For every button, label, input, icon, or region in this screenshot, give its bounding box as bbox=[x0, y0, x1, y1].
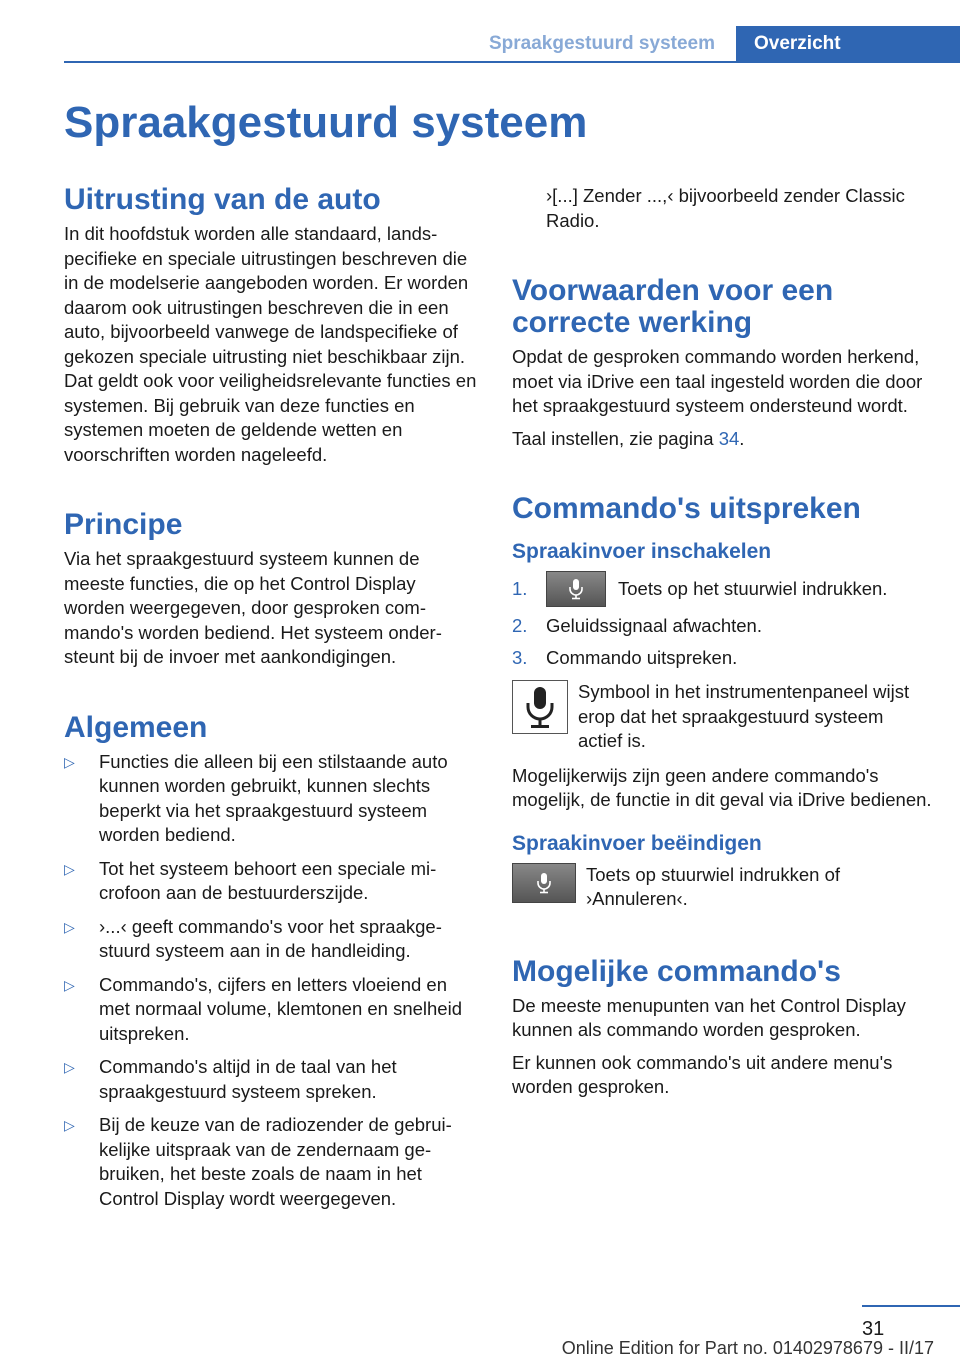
paragraph-taal: Taal instellen, zie pagina 34. bbox=[512, 427, 745, 449]
heading-mogelijke: Mogelijke commando's bbox=[512, 954, 841, 988]
triangle-bullet-icon: ▷ bbox=[64, 753, 75, 770]
algemeen-list bbox=[64, 750, 477, 1212]
heading-voorwaarden: Voorwaarden voor een correcte werking bbox=[512, 274, 834, 339]
paragraph-andere-menus: Er kunnen ook commando's uit andere menu's worden gesproken. bbox=[512, 1051, 893, 1097]
list-item: ▷ ›...‹ geeft commando's voor het spraakgestuurd systeem aan in de handleiding. bbox=[64, 915, 442, 961]
list-item: ▷ Functies die alleen bij een stilstaande auto kunnen worden gebruikt, kunnen slechts beperkt via het spraakgestuurd systeem worden bediend. bbox=[64, 750, 448, 845]
steps-list bbox=[512, 571, 932, 670]
paragraph-continuation: ›[...] Zender ...,‹ bijvoorbeeld zender Classic Radio. bbox=[546, 185, 905, 231]
microphone-button-icon bbox=[512, 863, 576, 903]
step-number: 3. bbox=[512, 646, 528, 668]
heading-inschakelen: Spraakinvoer inschakelen bbox=[512, 540, 772, 563]
list-item: 3. Commando uitspreken. bbox=[512, 646, 932, 671]
step-number: 1. bbox=[512, 577, 528, 599]
paragraph-uitrusting: In dit hoofdstuk worden alle standaard, landspecifieke en speciale uitrustingen beschreven die in de modelserie aangeboden worden. Er worden daarom ook uitrustingen beschreven die in een auto, bijvoorbeeld vanwege de landspecifieke of gekozen speciale uitrusting niet beschikbaar zijn. Dat geldt ook voor veiligheidsrelevante functies en systemen. Bij gebruik van deze functies en systemen moeten de geldende wetten en voorschriften worden nageleefd. bbox=[64, 223, 477, 465]
heading-principe: Principe bbox=[64, 508, 183, 541]
footer-edition: Online Edition for Part no. 01402978679 - II/17 bbox=[561, 1338, 934, 1358]
footer-rule bbox=[862, 1305, 960, 1307]
triangle-bullet-icon: ▷ bbox=[64, 918, 75, 935]
left-column bbox=[64, 184, 477, 1220]
list-item: 1. Toets op het stuurwiel indrukken. bbox=[512, 571, 932, 607]
header-tab-overzicht[interactable]: Overzicht bbox=[736, 26, 960, 62]
microphone-symbol-icon bbox=[512, 680, 568, 734]
triangle-bullet-icon: ▷ bbox=[64, 976, 75, 993]
paragraph-voorwaarden: Opdat de gesproken commando worden herkend, moet via iDrive een taal ingesteld worden die door het spraakgestuurd systeem ondersteund wordt. bbox=[512, 346, 923, 416]
paragraph-mogelijkerwijs: Mogelijkerwijs zijn geen andere commando's mogelijk, de functie in dit geval via iDrive bedienen. bbox=[512, 764, 932, 810]
page-number: 31 bbox=[862, 1318, 885, 1340]
page-title: Spraakgestuurd systeem bbox=[64, 98, 588, 147]
heading-uitrusting: Uitrusting van de auto bbox=[64, 183, 381, 216]
right-column bbox=[512, 184, 932, 1108]
paragraph-menupunten: De meeste menupunten van het Control Display kunnen als commando worden gesproken. bbox=[512, 994, 906, 1040]
list-item: ▷ Bij de keuze van de radiozender de gebruikelijke uitspraak van de zendernaam gebruiken, het beste zoals de naam in het Control Display wordt weergegeven. bbox=[64, 1114, 452, 1209]
list-item: 2. Geluidssignaal afwachten. bbox=[512, 614, 932, 639]
triangle-bullet-icon: ▷ bbox=[64, 1117, 75, 1133]
symbol-note-row: Symbool in het instrumentenpaneel wijst erop dat het spraakgestuurd systeem actief is. bbox=[512, 680, 932, 754]
step-number: 2. bbox=[512, 615, 528, 636]
list-item: ▷ Commando's altijd in de taal van het spraakgestuurd systeem spreken. bbox=[64, 1056, 397, 1102]
list-item: ▷ Tot het systeem behoort een speciale microfoon aan de bestuurderszijde. bbox=[64, 857, 437, 903]
end-input-row: Toets op stuurwiel indrukken of ›Annuleren‹. bbox=[512, 863, 932, 912]
list-item: ▷ Commando's, cijfers en letters vloeiend en met normaal volume, klemtonen en snelheid uitspreken. bbox=[64, 973, 462, 1044]
header-section: Spraakgestuurd systeem bbox=[489, 33, 715, 54]
microphone-button-icon bbox=[546, 571, 606, 607]
page-link[interactable]: 34 bbox=[718, 427, 740, 449]
paragraph-principe: Via het spraakgestuurd systeem kunnen de meeste functies, die op het Control Display worden weergegeven, door gesproken commando's worden bediend. Het systeem ondersteunt bij de invoer met aankondigingen. bbox=[64, 548, 442, 667]
heading-beeindigen: Spraakinvoer beëindigen bbox=[512, 831, 762, 855]
heading-algemeen: Algemeen bbox=[64, 710, 208, 744]
triangle-bullet-icon: ▷ bbox=[64, 860, 75, 877]
triangle-bullet-icon: ▷ bbox=[64, 1059, 75, 1075]
heading-commandos: Commando's uitspreken bbox=[512, 492, 861, 525]
header-rule bbox=[64, 61, 960, 63]
